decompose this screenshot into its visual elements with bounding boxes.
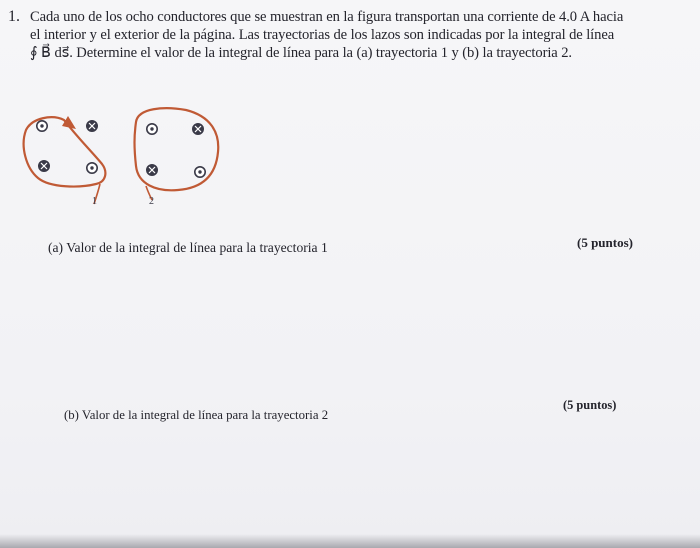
question-line-1: Cada uno de los ocho conductores que se muestran en la figura transportan una corriente de 4.0 A hacia [30, 9, 624, 25]
conductor-in-2 [39, 161, 49, 171]
part-a-prompt: (a) Valor de la integral de línea para la trayectoria 1 [48, 240, 328, 255]
conductor-out-1 [37, 121, 47, 131]
page-edge-shadow [0, 534, 700, 548]
conductor-in-4 [147, 165, 157, 175]
path-2-label: 2 [149, 196, 154, 207]
conductor-out-2 [87, 163, 97, 173]
path-1-arrow [62, 116, 76, 129]
question-line-3: ∮ B⃗ ds⃗. Determine el valor de la integral de línea para la (a) trayectoria 1 y (b) la trayectoria 2. [30, 45, 572, 61]
path-2-loop [135, 108, 219, 190]
path-1-label: 1 [92, 196, 97, 207]
question-number: 1. [8, 8, 20, 25]
question-line-2: el interior y el exterior de la página. Las trayectorias de los lazos son indicadas por la integral de línea [30, 27, 615, 43]
conductor-in-3 [193, 124, 203, 134]
conductor-out-4 [195, 167, 205, 177]
part-b-prompt: (b) Valor de la integral de línea para la trayectoria 2 [64, 408, 329, 422]
conductor-in-1 [87, 121, 97, 131]
conductor-out-3 [147, 124, 157, 134]
conductors-figure [14, 96, 224, 208]
part-b-points: (5 puntos) [563, 398, 617, 412]
part-a-points: (5 puntos) [577, 235, 633, 250]
question-statement [30, 8, 696, 62]
